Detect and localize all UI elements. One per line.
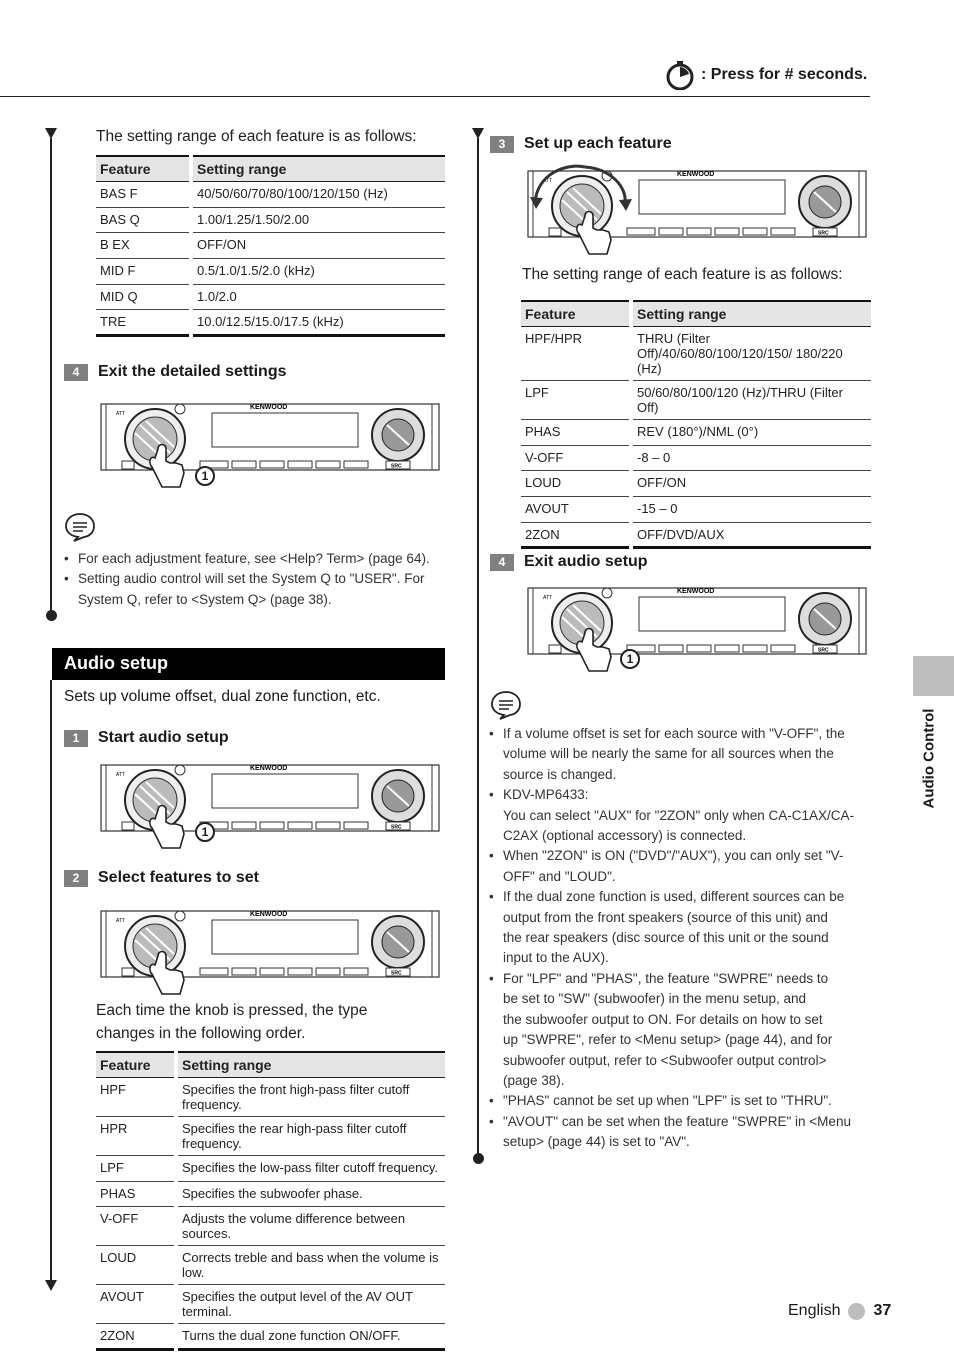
cell-feature: AVOUT	[521, 497, 631, 523]
note-item: • If a volume offset is set for each source with "V-OFF", the volume will be nearly the same for all sources when the source is changed.	[489, 724, 879, 785]
step-start-audio-setup	[64, 729, 229, 747]
step-badge: 1	[195, 822, 215, 842]
cell-range: OFF/DVD/AUX	[631, 522, 871, 548]
table-row	[96, 1207, 445, 1246]
cell-range: Specifies the low-pass filter cutoff frequency.	[176, 1156, 445, 1182]
note-item: • If the dual zone function is used, different sources can be output from the front speakers (source of this unit) and the rear speakers (disc source of this unit or the sound input to the AUX).	[489, 887, 879, 969]
car-stereo-icon	[100, 910, 440, 1000]
flow-line	[50, 138, 52, 614]
header-press-note: : Press for # seconds.	[665, 60, 867, 90]
svg-text:SRC: SRC	[391, 463, 402, 470]
svg-text:ATT: ATT	[116, 411, 126, 417]
page-footer	[788, 1302, 891, 1320]
step-number: 4	[64, 364, 88, 381]
svg-text:SRC: SRC	[391, 970, 402, 977]
notes-list	[64, 549, 449, 610]
stopwatch-icon	[665, 60, 695, 90]
cell-feature: BAS Q	[96, 207, 191, 233]
notes-list-right	[489, 724, 879, 1153]
flow-end-dot	[46, 610, 57, 621]
footer-circle	[848, 1303, 865, 1320]
table-header-range: Setting range	[191, 156, 445, 182]
cell-feature: 2ZON	[96, 1324, 176, 1350]
cell-feature: TRE	[96, 310, 191, 336]
table-row	[96, 1181, 445, 1207]
flow-end-arrow	[45, 1280, 57, 1291]
cell-feature: V-OFF	[96, 1207, 176, 1246]
cell-range: 1.00/1.25/1.50/2.00	[191, 207, 445, 233]
step-number: 1	[64, 730, 88, 747]
table-header-feature: Feature	[96, 1052, 176, 1078]
note-item: • KDV-MP6433: You can select "AUX" for "2ZON" only when CA-C1AX/CA- C2AX (optional accessory) is connected.	[489, 785, 879, 846]
table-row	[521, 522, 871, 548]
table-row	[96, 1156, 445, 1182]
step-number: 2	[64, 870, 88, 887]
header-rule	[0, 96, 870, 97]
step-badge: 1	[620, 649, 640, 669]
svg-text:KENWOOD: KENWOOD	[250, 404, 288, 411]
table-row	[521, 420, 871, 446]
svg-text:KENWOOD: KENWOOD	[250, 911, 288, 918]
cell-feature: HPR	[96, 1117, 176, 1156]
feature-order-table	[96, 1051, 445, 1351]
table-header-feature: Feature	[96, 156, 191, 182]
note-item: • For "LPF" and "PHAS", the feature "SWPRE" needs to be set to "SW" (subwoofer) in the menu setup, and the subwoofer output to ON. For details on how to set up "SWPRE", refer to <Menu setup> (page 44), and for subwoofer output, refer to <Subwoofer output control> (page 38).	[489, 969, 879, 1091]
table-row	[96, 1324, 445, 1350]
cell-feature: LPF	[521, 381, 631, 420]
table-row	[96, 1117, 445, 1156]
step-label: Exit the detailed settings	[98, 363, 287, 380]
table-row	[521, 327, 871, 381]
cell-range: OFF/ON	[191, 233, 445, 259]
cell-range: Specifies the front high-pass filter cutoff frequency.	[176, 1078, 445, 1117]
cell-range: THRU (Filter Off)/40/60/80/100/120/150/ 180/220 (Hz)	[631, 327, 871, 381]
cell-range: Corrects treble and bass when the volume is low.	[176, 1246, 445, 1285]
table-header-range: Setting range	[631, 301, 871, 327]
cell-feature: HPF	[96, 1078, 176, 1117]
device-illustration-select	[100, 910, 440, 1005]
bass-settings-table	[96, 155, 445, 337]
svg-text:ATT: ATT	[116, 772, 126, 778]
cell-range: 40/50/60/70/80/100/120/150 (Hz)	[191, 182, 445, 208]
svg-text:KENWOOD: KENWOOD	[250, 765, 288, 772]
table-header-feature: Feature	[521, 301, 631, 327]
cell-range: 10.0/12.5/15.0/17.5 (kHz)	[191, 310, 445, 336]
step-number: 4	[490, 554, 514, 571]
table-row	[96, 284, 445, 310]
car-stereo-icon	[527, 587, 867, 677]
flow-line-right	[477, 138, 479, 1156]
section-title: Audio setup	[52, 648, 445, 680]
cell-feature: LOUD	[521, 471, 631, 497]
step-number: 3	[490, 136, 514, 153]
table-row	[96, 207, 445, 233]
cell-feature: LPF	[96, 1156, 176, 1182]
step-label: Select features to set	[98, 869, 259, 886]
step-label: Start audio setup	[98, 729, 229, 746]
note-icon	[490, 690, 522, 720]
table-row	[96, 259, 445, 285]
cell-feature: 2ZON	[521, 522, 631, 548]
cell-feature: B EX	[96, 233, 191, 259]
note-item: • "PHAS" cannot be set up when "LPF" is set to "THRU".	[489, 1091, 879, 1111]
footer-language: English	[788, 1302, 841, 1319]
rotate-arrows-icon	[527, 163, 637, 213]
cell-feature: MID Q	[96, 284, 191, 310]
cell-range: -15 – 0	[631, 497, 871, 523]
cell-range: 50/60/80/100/120 (Hz)/THRU (Filter Off)	[631, 381, 871, 420]
cell-feature: PHAS	[521, 420, 631, 446]
flow-end-dot-right	[473, 1153, 484, 1164]
svg-text:ATT: ATT	[116, 918, 126, 924]
cell-range: Specifies the output level of the AV OUT terminal.	[176, 1285, 445, 1324]
svg-text:KENWOOD: KENWOOD	[677, 588, 715, 595]
audio-setup-range-table	[521, 300, 871, 549]
note-item: • Setting audio control will set the System Q to "USER". For System Q, refer to <System Q> (page 38).	[64, 569, 449, 610]
svg-text:ATT: ATT	[543, 595, 553, 601]
table-row	[96, 1246, 445, 1285]
note-item: • "AVOUT" can be set when the feature "SWPRE" in <Menu setup> (page 44) is set to "AV".	[489, 1112, 879, 1153]
cell-range: 0.5/1.0/1.5/2.0 (kHz)	[191, 259, 445, 285]
cell-feature: V-OFF	[521, 445, 631, 471]
svg-text:SRC: SRC	[391, 824, 402, 831]
cell-feature: PHAS	[96, 1181, 176, 1207]
table-header-range: Setting range	[176, 1052, 445, 1078]
device-illustration-exit-audio	[527, 587, 867, 682]
cell-feature: BAS F	[96, 182, 191, 208]
step-select-features	[64, 869, 259, 887]
svg-text:SRC: SRC	[818, 647, 829, 654]
cell-range: 1.0/2.0	[191, 284, 445, 310]
table-row	[96, 1078, 445, 1117]
step-badge: 1	[195, 466, 215, 486]
cell-feature: LOUD	[96, 1246, 176, 1285]
step-label: Set up each feature	[524, 135, 672, 152]
cell-range: Specifies the rear high-pass filter cutoff frequency.	[176, 1117, 445, 1156]
table-row	[521, 381, 871, 420]
table-row	[521, 497, 871, 523]
table-row	[521, 471, 871, 497]
car-stereo-icon	[100, 403, 440, 493]
table-row	[96, 182, 445, 208]
device-illustration-start	[100, 764, 440, 859]
cell-feature: MID F	[96, 259, 191, 285]
note-item: • When "2ZON" is ON ("DVD"/"AUX"), you can only set "V- OFF" and "LOUD".	[489, 846, 879, 887]
svg-text:KENWOOD: KENWOOD	[677, 171, 715, 178]
note-icon	[64, 512, 96, 542]
cell-range: Adjusts the volume difference between sources.	[176, 1207, 445, 1246]
cell-range: Specifies the subwoofer phase.	[176, 1181, 445, 1207]
intro-text-right: The setting range of each feature is as follows:	[522, 266, 843, 283]
table-row	[521, 445, 871, 471]
section-subtitle: Sets up volume offset, dual zone function, etc.	[64, 688, 381, 705]
step-label: Exit audio setup	[524, 553, 648, 570]
side-tab-label: Audio Control	[920, 708, 938, 809]
svg-text:SRC: SRC	[818, 230, 829, 237]
table-row	[96, 1285, 445, 1324]
cell-range: Turns the dual zone function ON/OFF.	[176, 1324, 445, 1350]
step2-description: Each time the knob is pressed, the type changes in the following order.	[96, 1002, 368, 1042]
cell-feature: HPF/HPR	[521, 327, 631, 381]
step-exit-audio-setup	[490, 553, 648, 571]
page-number: 37	[873, 1302, 892, 1319]
svg-text:ATT: ATT	[543, 178, 553, 184]
step-set-up-each-feature	[490, 135, 672, 153]
note-item: • For each adjustment feature, see <Help? Term> (page 64).	[64, 549, 449, 569]
table-row	[96, 233, 445, 259]
device-illustration-exit-detailed	[100, 403, 440, 498]
intro-text: The setting range of each feature is as follows:	[96, 128, 417, 145]
car-stereo-icon	[100, 764, 440, 854]
table-row	[96, 310, 445, 336]
cell-range: OFF/ON	[631, 471, 871, 497]
cell-feature: AVOUT	[96, 1285, 176, 1324]
side-tab-marker	[913, 656, 954, 696]
flow-line-2	[50, 680, 52, 1280]
step-exit-detailed	[64, 363, 286, 381]
cell-range: -8 – 0	[631, 445, 871, 471]
cell-range: REV (180°)/NML (0°)	[631, 420, 871, 446]
